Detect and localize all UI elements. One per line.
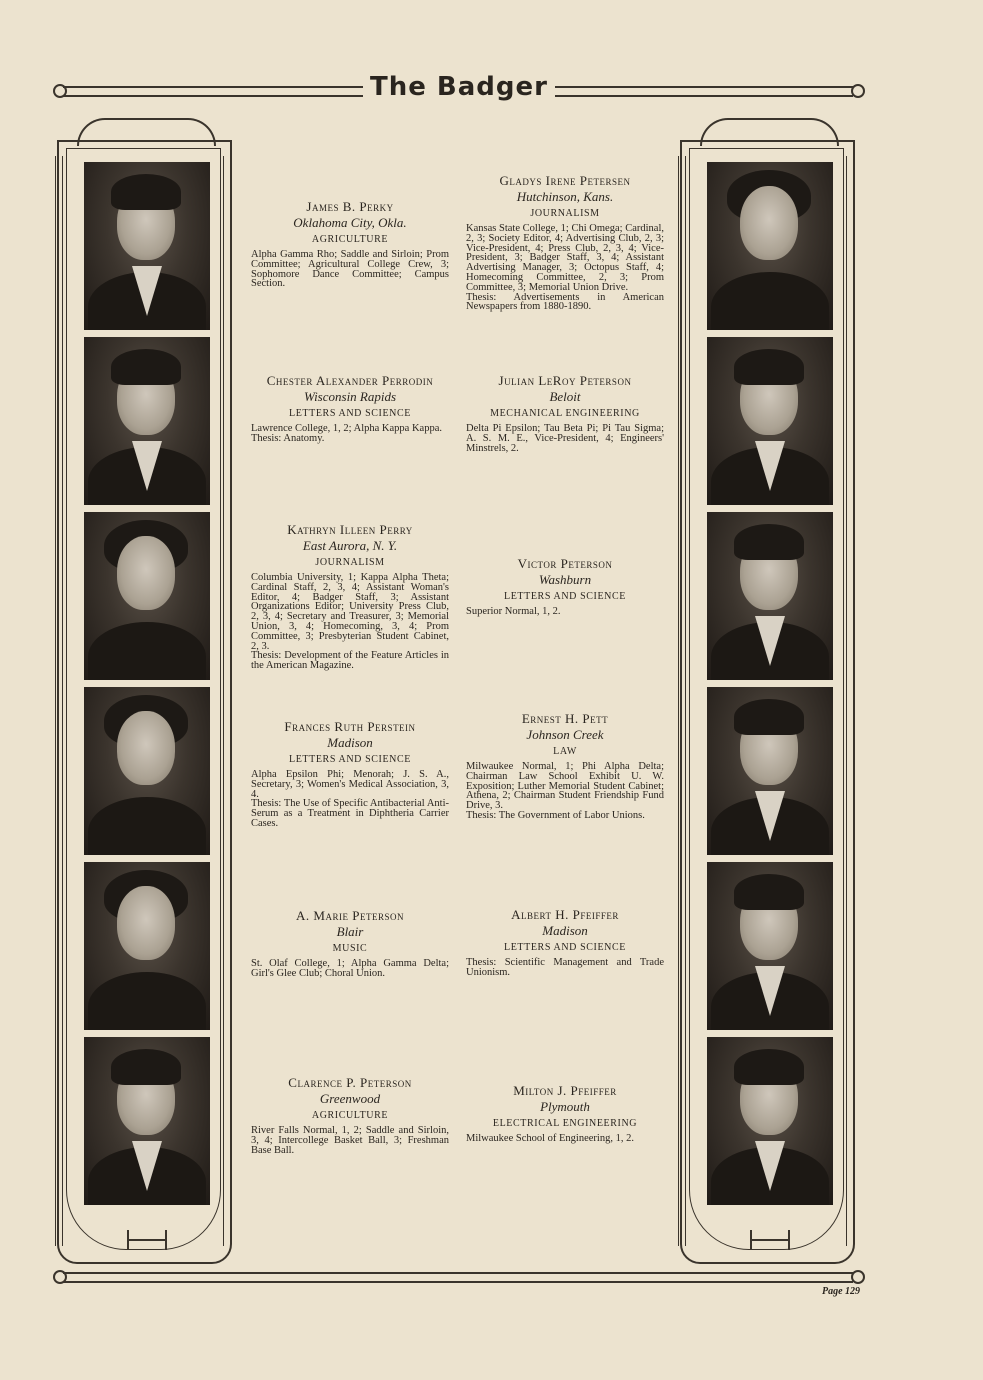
thesis-text: Thesis: The Use of Specific Antibacterial Anti-Serum as a Treatment in Diphtheria Carrier Cases.: [251, 798, 449, 829]
student-department: LAW: [553, 746, 577, 757]
portrait-photo: [84, 512, 210, 680]
student-name: Frances Ruth Perstein: [284, 719, 416, 734]
student-activities: [466, 762, 664, 821]
student-name: Milton J. Pfeiffer: [513, 1083, 617, 1098]
page-header: [55, 72, 863, 108]
student-entry: [251, 719, 449, 829]
header-rule-right: [555, 86, 853, 97]
frame-column: [55, 156, 63, 1246]
student-activities: [251, 770, 449, 829]
student-entry: [251, 908, 449, 979]
student-department: ELECTRICAL ENGINEERING: [492, 1118, 638, 1129]
student-department: JOURNALISM: [530, 208, 600, 219]
activities-text: Kansas State College, 1; Chi Omega; Cardinal, 2, 3; Society Editor, 4; Advertising Club, 2, 3; Vice-President, 4; Press Club, 2, 3, 4; Vice-President, 3; Badger Staff, 3, 4; Assistant Advertising Manager, 3; Octopus Staff, 4; Homecoming Committee, 2, 3; Prom Committee, 3; Memorial Union Drive.: [466, 223, 664, 293]
student-activities: [251, 573, 449, 671]
frame-base-ornament: [750, 1230, 790, 1250]
student-hometown: East Aurora, N. Y.: [302, 538, 398, 553]
student-name: Gladys Irene Petersen: [499, 173, 631, 188]
student-department: JOURNALISM: [315, 557, 385, 568]
page-title: The Badger: [370, 72, 548, 102]
frame-base-ornament: [127, 1230, 167, 1250]
thesis-text: Thesis: Anatomy.: [251, 432, 325, 444]
student-activities: [466, 224, 664, 312]
right-portrait-frame: [680, 118, 855, 1266]
student-department: MECHANICAL ENGINEERING: [490, 408, 640, 419]
thesis-text: Thesis: The Government of Labor Unions.: [466, 809, 645, 821]
student-name: Albert H. Pfeiffer: [511, 907, 619, 922]
activities-text: St. Olaf College, 1; Alpha Gamma Delta; Girl's Glee Club; Choral Union.: [251, 958, 449, 979]
student-name: Kathryn Illeen Perry: [287, 522, 413, 537]
student-hometown: Plymouth: [540, 1099, 590, 1114]
student-activities: [466, 424, 664, 453]
student-department: AGRICULTURE: [311, 1110, 389, 1121]
student-entry: [251, 199, 449, 289]
portrait-photo: [84, 162, 210, 330]
rule-scroll-ornament: [851, 84, 865, 98]
portrait-photo: [84, 337, 210, 505]
student-hometown: Hutchinson, Kans.: [516, 189, 614, 204]
header-rule-left: [63, 86, 363, 97]
portrait-photo: [707, 687, 833, 855]
portrait-photo: [707, 512, 833, 680]
student-department: LETTERS AND SCIENCE: [504, 591, 626, 602]
student-hometown: Madison: [542, 923, 588, 938]
page-footer-rule: [55, 1258, 863, 1294]
portrait-photo: [707, 862, 833, 1030]
student-activities: [251, 250, 449, 289]
student-hometown: Blair: [336, 924, 364, 939]
activities-text: Columbia University, 1; Kappa Alpha Theta; Cardinal Staff, 2, 3, 4; Assistant Woman's Editor, 4; Badger Staff, 3; Assistant Organizations Editor; University Press Club, 2, 3, 4; Secretary and Treasurer, 3; Memorial Union, 3, 4; Homecoming, 3, 4; Prom Committee, 3; Presbyterian Student Cabinet, 2, 3.: [251, 572, 449, 652]
student-entry: [251, 522, 449, 671]
student-department: LETTERS AND SCIENCE: [504, 942, 626, 953]
frame-column: [678, 156, 686, 1246]
rule-scroll-ornament: [851, 1270, 865, 1284]
portrait-photo: [84, 687, 210, 855]
activities-text: Superior Normal, 1, 2.: [466, 606, 561, 617]
student-entry: [466, 556, 664, 617]
student-name: Julian LeRoy Peterson: [498, 373, 632, 388]
student-entry: [251, 373, 449, 444]
student-entry: [466, 907, 664, 978]
student-name: A. Marie Peterson: [296, 908, 404, 923]
portrait-column: [707, 162, 833, 1212]
student-activities: [251, 959, 449, 979]
footer-rule: [63, 1272, 853, 1283]
student-department: LETTERS AND SCIENCE: [289, 754, 411, 765]
portrait-photo: [84, 1037, 210, 1205]
student-department: LETTERS AND SCIENCE: [289, 408, 411, 419]
frame-column: [846, 156, 854, 1246]
activities-text: Alpha Epsilon Phi; Menorah; J. S. A., Secretary, 3; Women's Medical Association, 3, 4.: [251, 769, 449, 800]
thesis-text: Thesis: Development of the Feature Articles in the American Magazine.: [251, 650, 449, 672]
portrait-photo: [84, 862, 210, 1030]
student-hometown: Beloit: [549, 389, 581, 404]
student-hometown: Oklahoma City, Okla.: [293, 215, 407, 230]
portrait-photo: [707, 162, 833, 330]
activities-text: Milwaukee Normal, 1; Phi Alpha Delta; Chairman Law School Exhibit U. W. Exposition; Luther Memorial Student Cabinet; Athena, 2; Chairman Student Friendship Fund Drive, 3.: [466, 761, 664, 812]
portrait-column: [84, 162, 210, 1212]
student-hometown: Washburn: [538, 572, 592, 587]
student-name: James B. Perky: [306, 199, 394, 214]
activities-text: Alpha Gamma Rho; Saddle and Sirloin; Prom Committee; Agricultural College Crew, 3; Sophomore Dance Committee; Campus Section.: [251, 249, 449, 290]
page-number: Page 129: [822, 1286, 861, 1297]
portrait-photo: [707, 1037, 833, 1205]
left-portrait-frame: [57, 118, 232, 1266]
portrait-photo: [707, 337, 833, 505]
student-name: Clarence P. Peterson: [288, 1075, 412, 1090]
activities-text: Lawrence College, 1, 2; Alpha Kappa Kappa.: [251, 423, 442, 434]
student-activities: [251, 424, 449, 444]
activities-text: Delta Pi Epsilon; Tau Beta Pi; Pi Tau Sigma; A. S. M. E., Vice-President, 4; Engineers' Minstrels, 2.: [466, 423, 664, 454]
activities-text: River Falls Normal, 1, 2; Saddle and Sirloin, 3, 4; Intercollege Basket Ball, 3; Freshman Base Ball.: [251, 1125, 449, 1156]
thesis-text: Thesis: Scientific Management and Trade Unionism.: [466, 957, 664, 978]
frame-column: [223, 156, 231, 1246]
student-entry: [466, 711, 664, 821]
student-activities: [251, 1126, 449, 1155]
student-activities: [466, 1134, 664, 1144]
student-entry: [466, 373, 664, 453]
student-entry: [466, 173, 664, 312]
thesis-text: Thesis: Advertisements in American Newspapers from 1880-1890.: [466, 291, 664, 313]
student-activities: [466, 958, 664, 978]
student-hometown: Johnson Creek: [526, 727, 604, 742]
student-name: Ernest H. Pett: [521, 711, 609, 726]
student-entry: [251, 1075, 449, 1155]
student-hometown: Greenwood: [319, 1091, 381, 1106]
student-hometown: Madison: [327, 735, 373, 750]
student-name: Victor Peterson: [517, 556, 613, 571]
student-hometown: Wisconsin Rapids: [303, 389, 397, 404]
student-department: AGRICULTURE: [311, 234, 389, 245]
student-entry: [466, 1083, 664, 1144]
activities-text: Milwaukee School of Engineering, 1, 2.: [466, 1133, 634, 1144]
student-department: MUSIC: [332, 943, 368, 954]
student-activities: [466, 607, 664, 617]
student-name: Chester Alexander Perrodin: [266, 373, 434, 388]
